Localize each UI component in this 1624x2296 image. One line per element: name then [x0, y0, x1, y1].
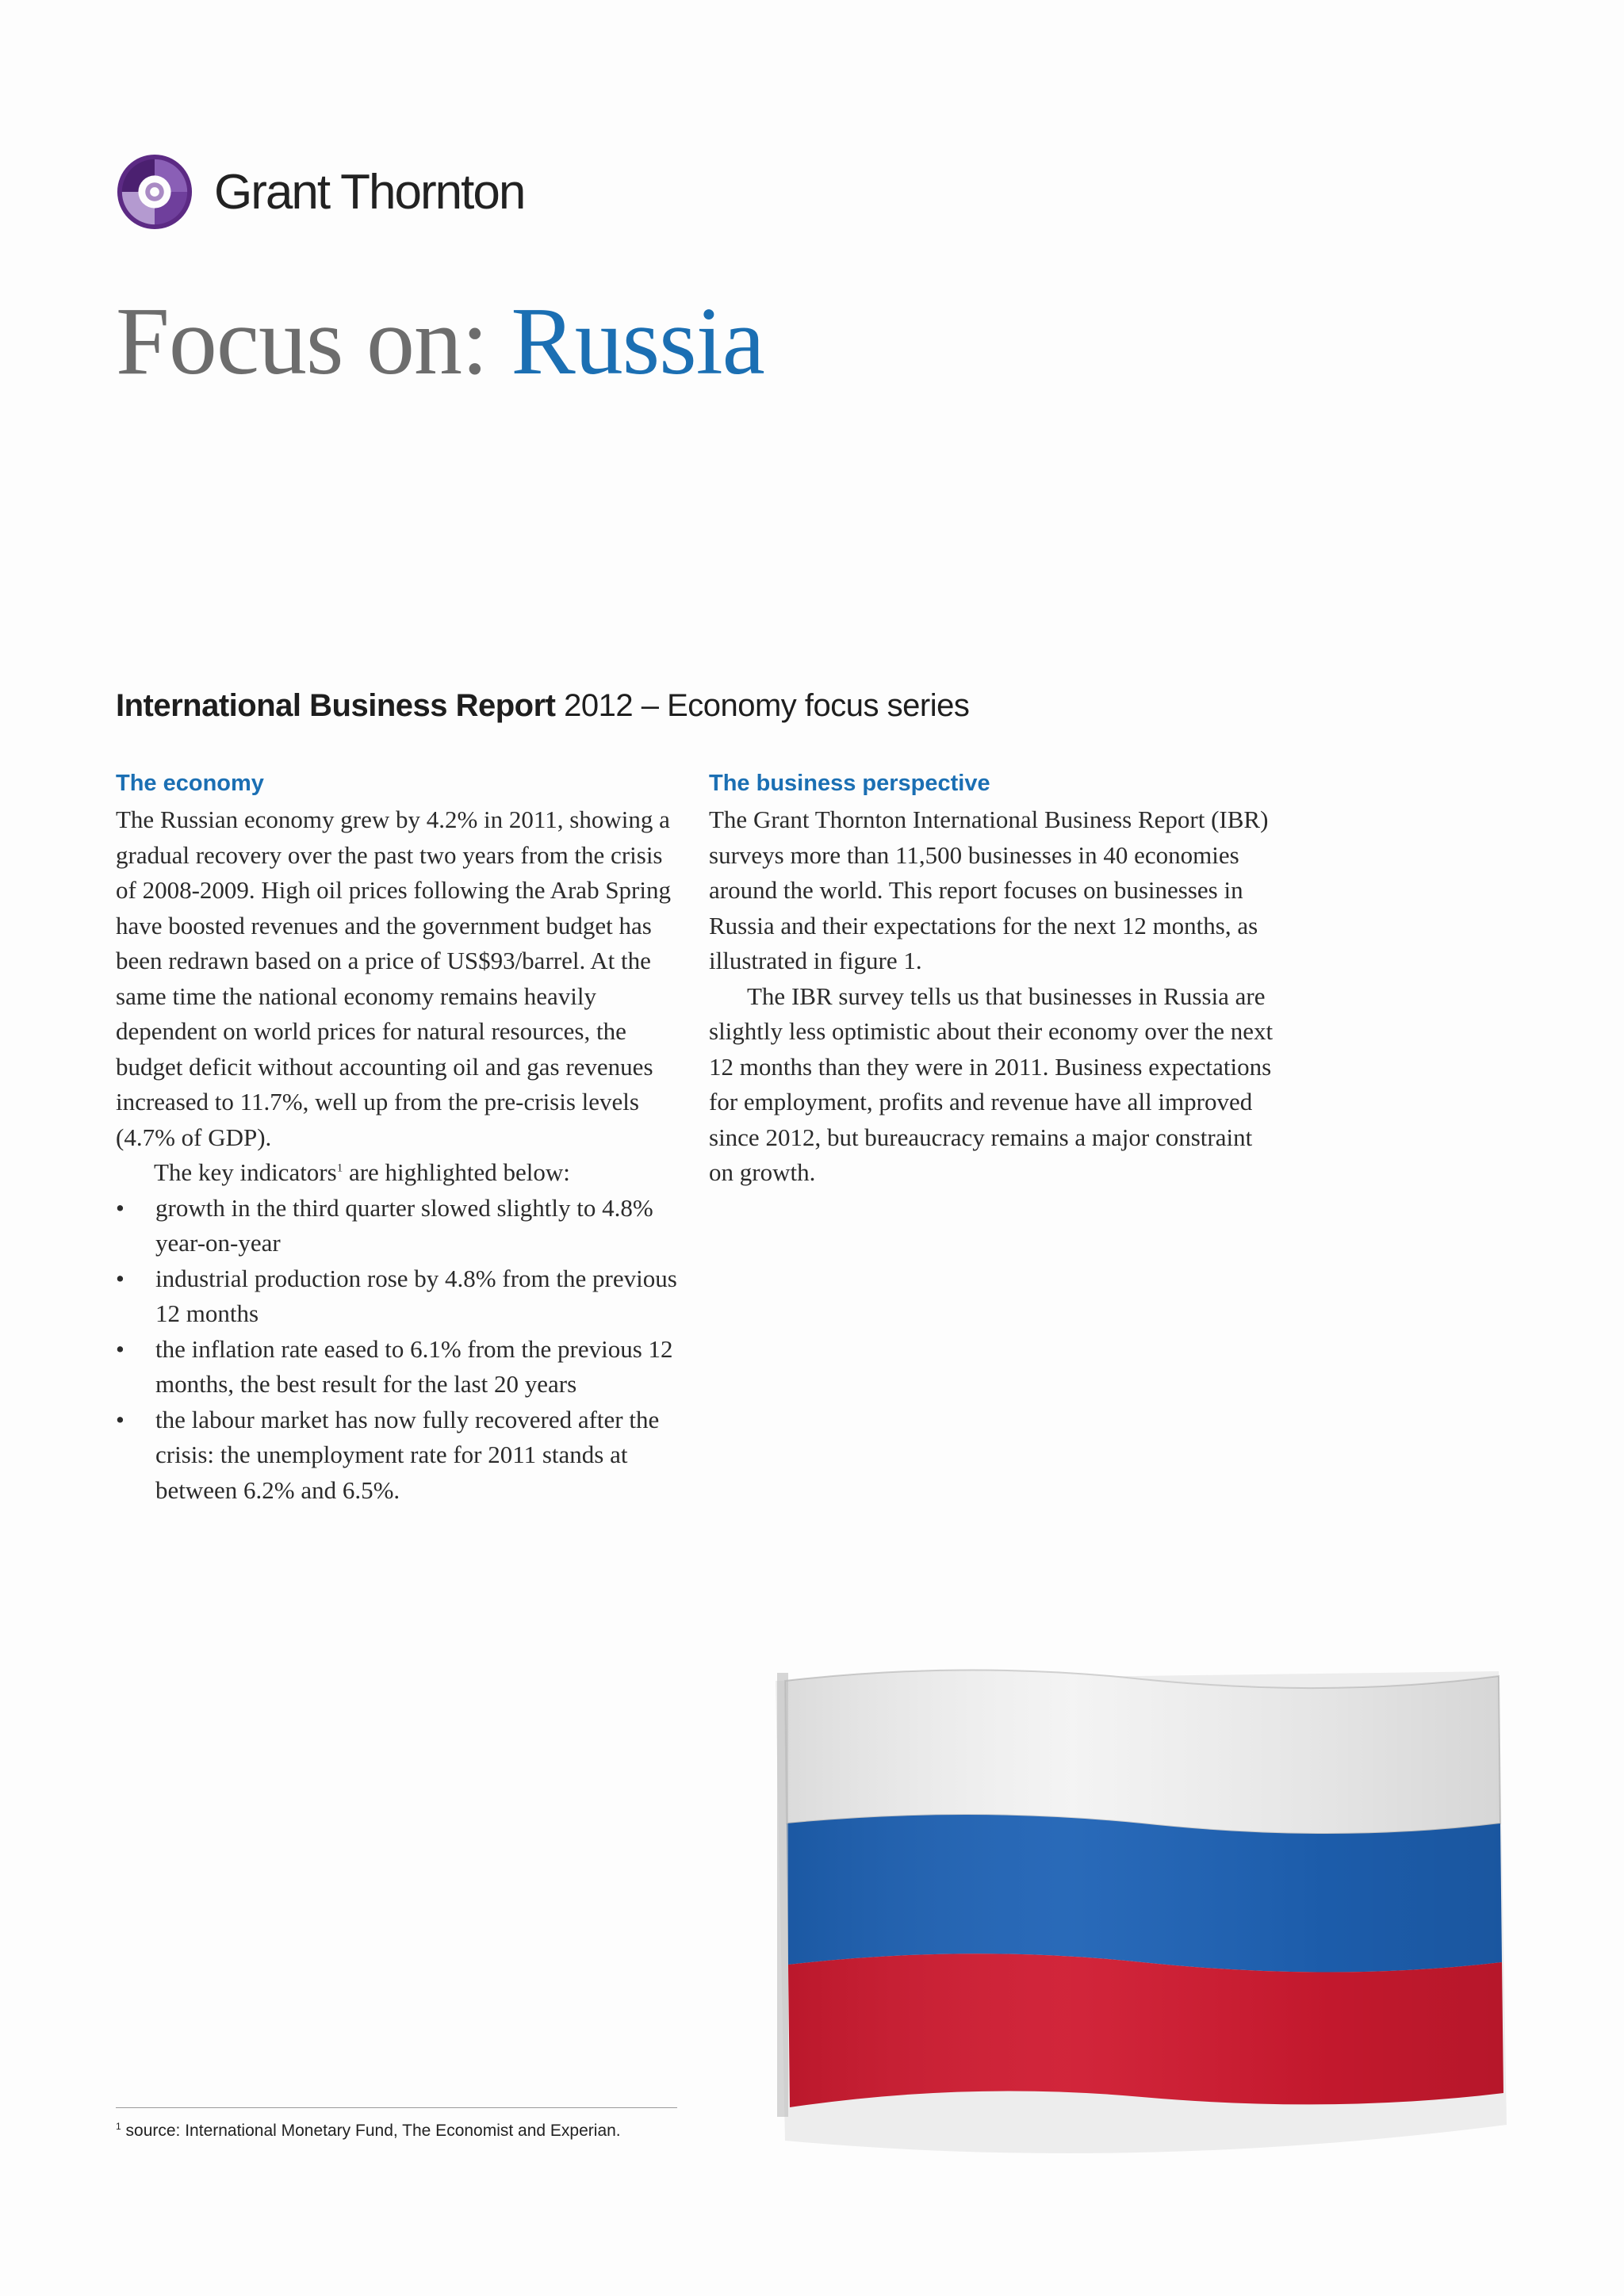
title-prefix: Focus on:: [116, 288, 488, 395]
list-item: • growth in the third quarter slowed slightly to 4.8% year-on-year: [116, 1191, 687, 1261]
report-name: International Business Report: [116, 688, 556, 723]
economy-column: [116, 767, 687, 1508]
footnote-text: source: International Monetary Fund, The Economist and Experian.: [121, 2122, 621, 2140]
report-series: 2012 – Economy focus series: [564, 688, 970, 723]
key-indicators-intro: [116, 1155, 687, 1191]
indicators-before: The key indicators: [154, 1158, 337, 1186]
business-column: [709, 767, 1280, 1191]
report-series-line: [116, 688, 969, 724]
title-country: Russia: [511, 288, 764, 395]
economy-paragraph: The Russian economy grew by 4.2% in 2011, showing a gradual recovery over the past two years from the crisis of 2008-2009. High oil prices following the Arab Spring have boosted revenues and the government budget has been redrawn based on a price of US$93/barrel. At the same time the national economy remains heavily dependent on world prices for natural resources, the budget deficit without accounting oil and gas revenues increased to 11.7%, well up from the pre-crisis levels (4.7% of GDP).: [116, 806, 671, 1151]
footnote-divider: [116, 2107, 677, 2108]
business-paragraph-2: The IBR survey tells us that businesses in Russia are slightly less optimistic about their economy over the next 12 months than they were in 2011. Business expectations for employment, profits and revenue have all improved since 2012, but bureaucracy remains a major constraint on growth.: [709, 982, 1274, 1186]
footnote: [116, 2122, 621, 2141]
russian-flag-illustration: [761, 1665, 1515, 2156]
footnote-marker: 1: [336, 1161, 343, 1175]
brand-name: Grant Thornton: [214, 164, 525, 220]
business-paragraph-1: The Grant Thornton International Business Report (IBR) surveys more than 11,500 businesses in 40 economies around the world. This report focuses on businesses in Russia and their expectations for the next 12 months, as illustrated in figure 1.: [709, 806, 1269, 974]
indicators-after: are highlighted below:: [343, 1158, 570, 1186]
flag-cloth-shading: [785, 1670, 1503, 2107]
grant-thornton-logo-mark-icon: [116, 153, 193, 231]
key-indicators-list: [116, 1191, 687, 1509]
business-heading: The business perspective: [709, 771, 990, 796]
page-title: [116, 288, 764, 395]
flag-pole-edge: [777, 1673, 788, 2117]
list-item: • the inflation rate eased to 6.1% from the previous 12 months, the best result for the last 20 years: [116, 1332, 687, 1402]
list-item: • the labour market has now fully recovered after the crisis: the unemployment rate for 2011 stands at between 6.2% and 6.5%.: [116, 1402, 687, 1509]
grant-thornton-logo: [116, 151, 524, 233]
list-item: • industrial production rose by 4.8% from the previous 12 months: [116, 1261, 687, 1332]
footnote-number: 1: [116, 2121, 121, 2132]
economy-heading: The economy: [116, 771, 264, 796]
